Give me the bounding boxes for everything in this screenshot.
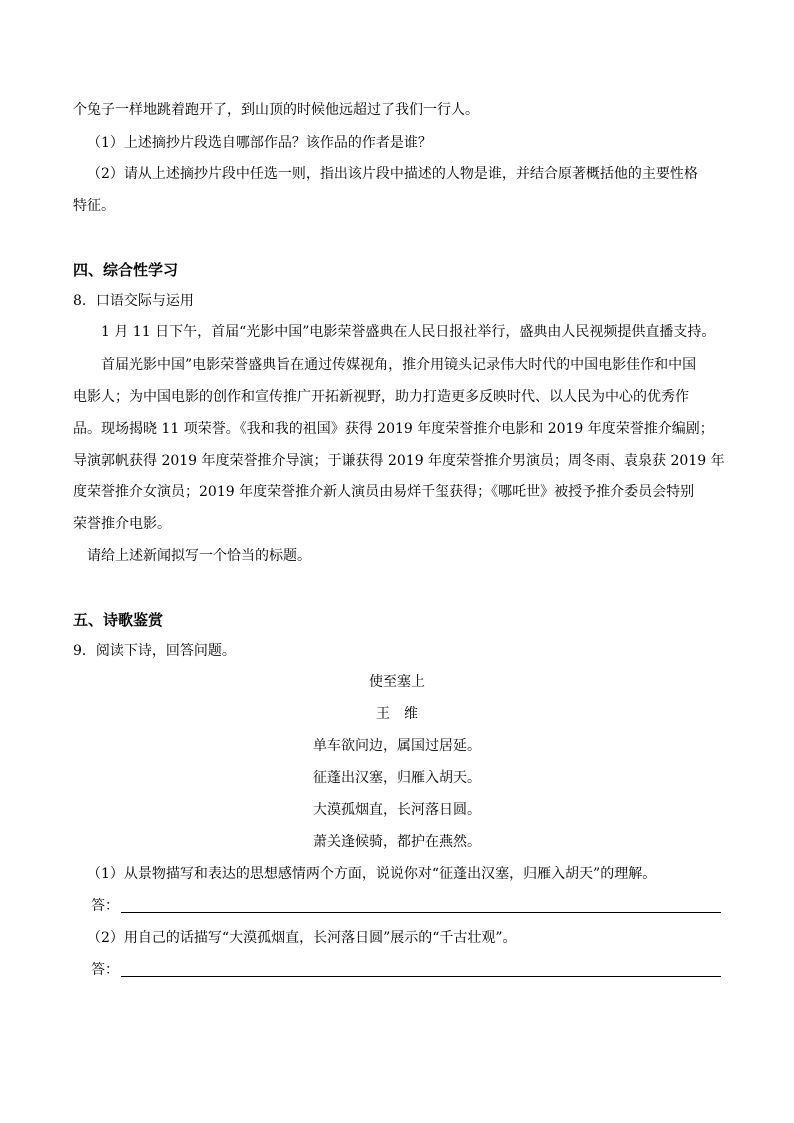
question-9-1: （1）从景物描写和表达的思想感情两个方面，说说你对“征蓬出汉塞，归雁入胡天”的理解。	[87, 866, 657, 882]
poem-line-4: 萧关逢候骑，都护在燕然。	[313, 834, 481, 850]
section-5-title: 五、诗歌鉴赏	[73, 611, 164, 629]
poem-line-3: 大漠孤烟直，长河落日圆。	[313, 802, 481, 818]
news-paragraph-2-line2: 电影人；为中国电影的创作和宣传推广开拓新视野，助力打造更多反映时代、以人民为中心的优秀作	[73, 389, 689, 405]
poem-line-2: 征蓬出汉塞，归雁入胡天。	[313, 770, 481, 786]
section-4-title: 四、综合性学习	[73, 261, 179, 279]
answer-line-2[interactable]	[121, 976, 721, 977]
answer-line-1[interactable]	[121, 912, 721, 913]
poem-title: 使至塞上	[369, 674, 425, 690]
answer-label-1: 答：	[91, 898, 119, 914]
news-paragraph-2-line4: 导演郭帆获得 2019 年度荣誉推介导演；于谦获得 2019 年度荣誉推介男演员；周冬雨、袁泉获 2019 年	[73, 453, 725, 469]
question-3-2-line2: 特征。	[73, 198, 115, 214]
news-paragraph-2-line6: 荣誉推介电影。	[73, 516, 171, 532]
question-9-2: （2）用自己的话描写“大漠孤烟直，长河落日圆”展示的“千古壮观”。	[87, 930, 517, 946]
news-paragraph-2-line5: 度荣誉推介女演员；2019 年度荣誉推介新人演员由易烊千玺获得；《哪吒世》被授予推介委员会特别	[73, 484, 695, 500]
news-paragraph-2-line3: 品。现场揭晓 11 项荣誉。《我和我的祖国》获得 2019 年度荣誉推介电影和 2019 年度荣誉推介编剧；	[73, 421, 714, 437]
item-9-label: 9．阅读下诗，回答问题。	[73, 643, 236, 659]
news-paragraph-2-line1: 首届光影中国”电影荣誉盛典旨在通过传媒视角，推介用镜头记录伟大时代的中国电影佳作和中国	[101, 357, 697, 373]
poem-author: 王 维	[376, 706, 418, 722]
answer-label-2: 答：	[91, 962, 119, 978]
passage-tail: 个兔子一样地跳着跑开了，到山顶的时候他远超过了我们一行人。	[73, 102, 479, 118]
headline-prompt: 请给上述新闻拟写一个恰当的标题。	[87, 548, 311, 564]
item-8-label: 8．口语交际与运用	[73, 293, 194, 309]
question-3-2-line1: （2）请从上述摘抄片段中任选一则，指出该片段中描述的人物是谁，并结合原著概括他的主要性格	[87, 166, 698, 182]
poem-line-1: 单车欲问边，属国过居延。	[313, 738, 481, 754]
question-3-1: （1）上述摘抄片段选自哪部作品？该作品的作者是谁？	[87, 135, 432, 151]
news-paragraph-1: 1 月 11 日下午，首届“光影中国”电影荣誉盛典在人民日报社举行，盛典由人民视频提供直播支持。	[101, 324, 716, 340]
